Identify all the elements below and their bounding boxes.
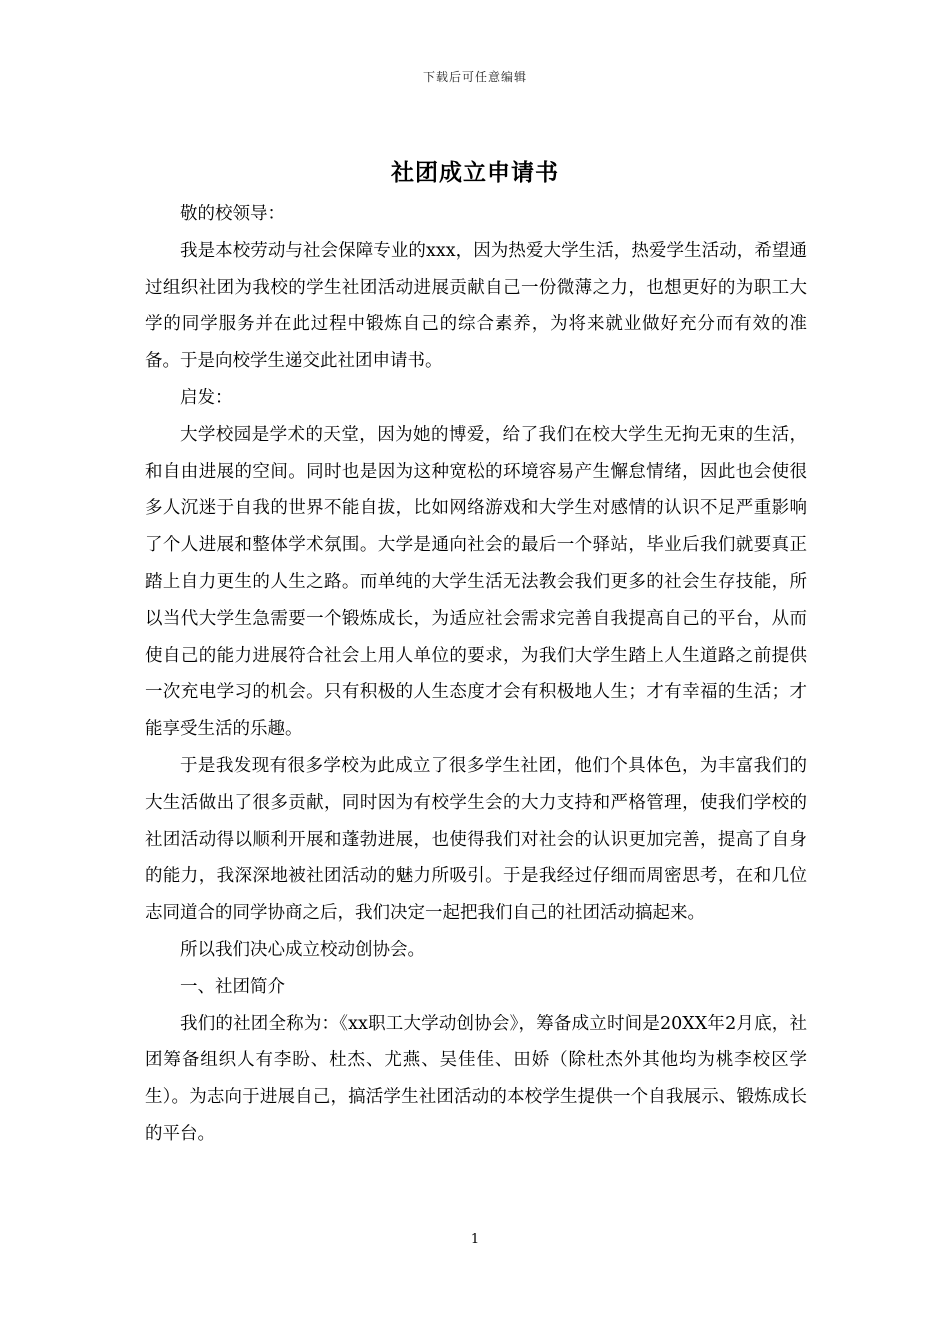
document-body [145,196,807,1153]
body-paragraph: 我是本校劳动与社会保障专业的xxx，因为热爱大学生活，热爱学生活动，希望通过组织社团为我校的学生社团活动进展贡献自己一份微薄之力，也想更好的为职工大学的同学服务并在此过程中锻炼自己的综合素养，为将来就业做好充分而有效的准备。于是向校学生递交此社团申请书。 [145,240,807,372]
body-paragraph: 大学校园是学术的天堂，因为她的博爱，给了我们在校大学生无拘无束的生活，和自由进展的空间。同时也是因为这种宽松的环境容易产生懈怠情绪，因此也会使很多人沉迷于自我的世界不能自拔，比如网络游戏和大学生对感情的认识不足严重影响了个人进展和整体学术氛围。大学是通向社会的最后一个驿站，毕业后我们就要真正踏上自力更生的人生之路。而单纯的大学生活无法教会我们更多的社会生存技能，所以当代大学生急需要一个锻炼成长，为适应社会需求完善自我提高自己的平台，从而使自己的能力进展符合社会上用人单位的要求，为我们大学生踏上人生道路之前提供一次充电学习的机会。只有积极的人生态度才会有积极地人生；才有幸福的生活；才能享受生活的乐趣。 [145,424,807,740]
body-paragraph: 于是我发现有很多学校为此成立了很多学生社团，他们个具体色，为丰富我们的大生活做出了很多贡献，同时因为有校学生会的大力支持和严格管理，使我们学校的社团活动得以顺利开展和蓬勃进展，也使得我们对社会的认识更加完善，提高了自身的能力，我深深地被社团活动的魅力所吸引。于是我经过仔细而周密思考，在和几位志同道合的同学协商之后，我们决定一起把我们自己的社团活动搞起来。 [145,755,807,924]
document-title: 社团成立申请书 [391,159,559,186]
salutation: 敬的校领导： [180,204,285,224]
section-label: 启发： [180,387,233,408]
header-note: 下载后可任意编辑 [422,70,527,84]
section-heading: 一、社团简介 [180,976,285,997]
page-number: 1 [470,1232,480,1247]
body-paragraph: 所以我们决心成立校动创协会。 [180,939,425,960]
body-paragraph: 我们的社团全称为：《xx职工大学动创协会》，筹备成立时间是20XX年2月底，社团筹备组织人有李盼、杜杰、尤燕、吴佳佳、田娇（除杜杰外其他均为桃李校区学生）。为志向于进展自己，搞活学生社团活动的本校学生提供一个自我展示、锻炼成长的平台。 [145,1013,807,1144]
